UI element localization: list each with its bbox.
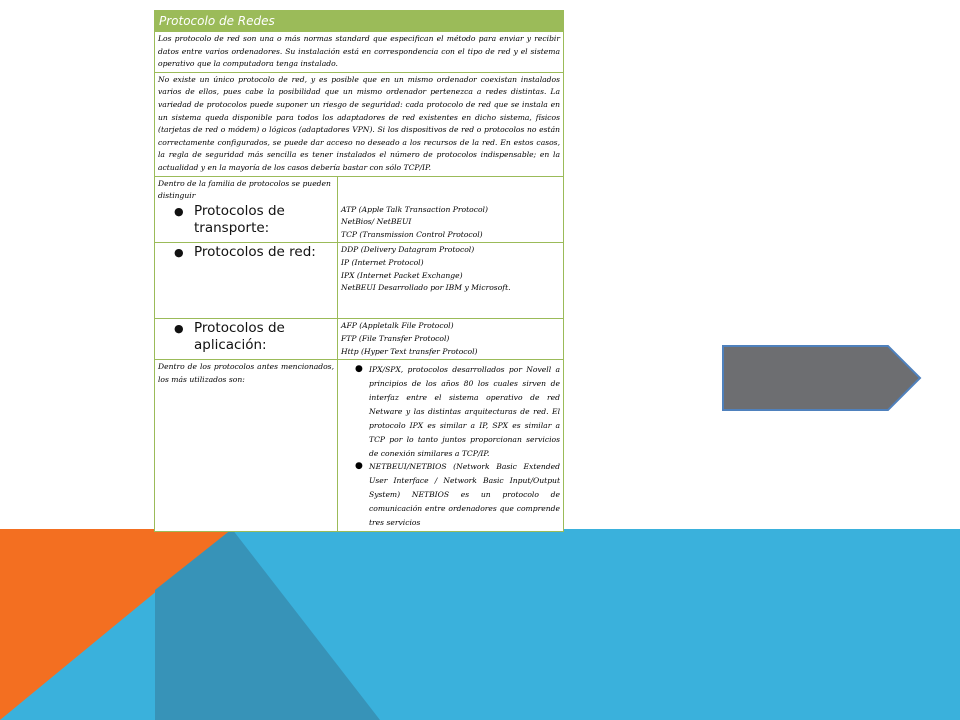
protocol-document-table (154, 10, 564, 532)
protocol-item: DDP (Delivery Datagram Protocol) (341, 245, 475, 255)
category-transport (174, 202, 334, 237)
category-list (158, 244, 334, 261)
protocol-item: NetBEUI Desarrollado por IBM y Microsoft. (341, 283, 511, 293)
protocol-item: AFP (Appletalk File Protocol) (341, 321, 454, 331)
category-network-cell (155, 243, 338, 319)
document-title: Protocolo de Redes (155, 11, 564, 32)
most-used-intro-cell: Dentro de los protocolos antes mencionados, los más utilizados son: (155, 360, 338, 532)
most-used-item-ipx (355, 363, 560, 460)
protocol-item: TCP (Transmission Control Protocol) (341, 229, 483, 239)
most-used-cell (338, 360, 564, 532)
category-list (158, 320, 334, 354)
family-intro: Dentro de la familia de protocolos se pueden distinguir (158, 178, 331, 201)
most-used-netbeui-text: NETBEUI/NETBIOS (Network Basic Extended User Interface / Network Basic Input/Output System) NETBIOS es un protocolo de comunicación entre ordenadores que comprende tres servicios (369, 462, 560, 528)
intro-paragraph: Los protocolo de red son una o más normas standard que especifican el método para enviar y recibir datos entre varios ordenadores. Su instalación está en correspondencia con el tipo de red y el sistema operativo que la computadora tenga instalado. (155, 32, 564, 73)
bullet-icon: ● (174, 246, 184, 260)
category-network-label: Protocolos de red: (194, 244, 316, 261)
protocol-item: FTP (File Transfer Protocol) (341, 333, 450, 343)
bullet-icon: ● (174, 204, 184, 218)
protocol-item: IP (Internet Protocol) (341, 257, 424, 267)
category-application-cell (155, 319, 338, 360)
application-protocols-cell (338, 319, 564, 360)
category-application (174, 320, 334, 354)
protocol-item: ATP (Apple Talk Transaction Protocol) (341, 204, 488, 214)
category-network (174, 244, 334, 261)
body-paragraph: No existe un único protocolo de red, y es posible que en un mismo ordenador coexistan instalados varios de ellos, pues cabe la posibilidad que un mismo ordenador pertenezca a redes distintas. La variedad de protocolos puede suponer un riesgo de seguridad: cada protocolo de red que se instala en un sistema queda disponible para todos los adaptadores de red existentes en dicho sistema, físicos (tarjetas de red o módem) o lógicos (adaptadores VPN). Si los dispositivos de red o protocolos no están correctamente configurados, se puede dar acceso no deseado a los recursos de la red. En estos casos, la regla de seguridad más sencilla es tener instalados el número de protocolos indispensable; en la actualidad y en la mayoría de los casos debería bastar con sólo TCP/IP. (155, 72, 564, 176)
bullet-icon: ● (355, 461, 363, 472)
category-application-label: Protocolos de aplicación: (194, 320, 285, 354)
category-transport-label: Protocolos de transporte: (194, 202, 285, 236)
next-arrow-icon[interactable] (722, 345, 922, 411)
protocol-item: IPX (Internet Packet Exchange) (341, 270, 463, 280)
protocol-item: NetBios/ NetBEUI (341, 217, 412, 227)
protocol-item: Http (Hyper Text transfer Protocol) (341, 346, 478, 356)
bullet-icon: ● (174, 322, 184, 336)
network-protocols-cell (338, 243, 564, 319)
transport-protocols-cell (338, 176, 564, 243)
most-used-ipx-text: IPX/SPX, protocolos desarrollados por Novell a principios de los años 80 los cuales sirven de interfaz entre el sistema operativo de red Netware y las distintas arquitecturas de red. El protocolo IPX es similar a IP, SPX es similar a TCP por lo tanto juntos proporcionan servicios de conexión similares a TCP/IP. (369, 365, 560, 458)
category-list (158, 203, 334, 237)
most-used-list (341, 363, 560, 530)
next-arrow-shape[interactable] (723, 346, 920, 410)
category-transport-cell (155, 176, 338, 243)
most-used-item-netbeui (355, 460, 560, 530)
bullet-icon: ● (355, 364, 363, 375)
